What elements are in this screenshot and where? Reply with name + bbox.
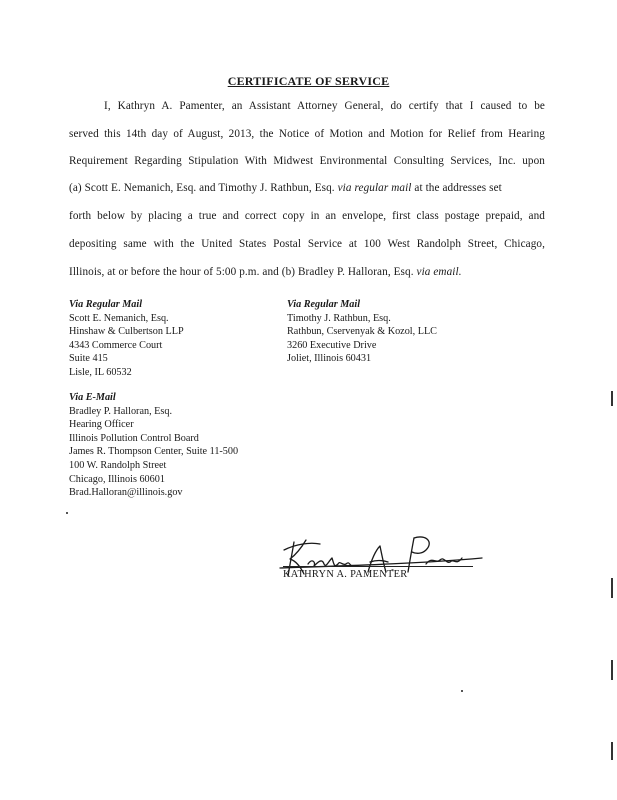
address-line: Scott E. Nemanich, Esq. bbox=[69, 312, 169, 324]
address-email bbox=[69, 391, 238, 500]
address-line: Chicago, Illinois 60601 bbox=[69, 473, 165, 485]
body-line-5: forth below by placing a true and correct copy in an envelope, first class postage prepaid, and bbox=[69, 210, 545, 222]
address-line: 4343 Commerce Court bbox=[69, 339, 163, 351]
scan-dot bbox=[461, 690, 463, 692]
scan-dot bbox=[66, 512, 68, 514]
signer-printed-name: KATHRYN A. PAMENTER bbox=[283, 569, 408, 580]
address-line: Hinshaw & Culbertson LLP bbox=[69, 326, 184, 338]
address-line: Timothy J. Rathbun, Esq. bbox=[287, 312, 391, 324]
page-title: CERTIFICATE OF SERVICE bbox=[227, 74, 390, 88]
address-line: Joliet, Illinois 60431 bbox=[287, 353, 372, 365]
scan-mark bbox=[611, 578, 613, 598]
address-left bbox=[69, 298, 184, 380]
address-line: Bradley P. Halloran, Esq. bbox=[69, 405, 172, 417]
address-right-heading: Via Regular Mail bbox=[287, 299, 361, 310]
body-line-2: served this 14th day of August, 2013, the Notice of Motion and Motion for Relief from Hearing bbox=[69, 128, 545, 140]
scan-mark bbox=[611, 660, 613, 680]
via-email-inline: via email. bbox=[416, 266, 462, 278]
address-line: 3260 Executive Drive bbox=[287, 339, 377, 351]
via-regular-mail-inline: via regular mail bbox=[337, 182, 412, 194]
address-line: 100 W. Randolph Street bbox=[69, 459, 167, 471]
address-email-heading: Via E-Mail bbox=[69, 392, 116, 403]
address-right bbox=[287, 298, 437, 366]
body-line-1: I, Kathryn A. Pamenter, an Assistant Attorney General, do certify that I caused to be bbox=[104, 100, 545, 112]
body-line-6: depositing same with the United States Postal Service at 100 West Randolph Street, Chicago, bbox=[69, 238, 545, 250]
address-line: Suite 415 bbox=[69, 353, 108, 365]
address-line: Illinois Pollution Control Board bbox=[69, 432, 199, 444]
address-left-heading: Via Regular Mail bbox=[69, 299, 143, 310]
scan-mark bbox=[611, 391, 613, 406]
body-line-3: Requirement Regarding Stipulation With Midwest Environmental Consulting Services, Inc. upon bbox=[69, 155, 545, 167]
address-email-link: Brad.Halloran@illinois.gov bbox=[69, 487, 183, 499]
body-line-4: (a) Scott E. Nemanich, Esq. and Timothy J. Rathbun, Esq. via regular mail at the addresses set bbox=[69, 182, 502, 194]
body-line-7: Illinois, at or before the hour of 5:00 p.m. and (b) Bradley P. Halloran, Esq. via email. bbox=[69, 266, 462, 278]
signature-line bbox=[283, 566, 473, 567]
address-line: Rathbun, Cservenyak & Kozol, LLC bbox=[287, 326, 437, 338]
address-line: James R. Thompson Center, Suite 11-500 bbox=[69, 446, 239, 458]
address-line: Hearing Officer bbox=[69, 419, 134, 431]
address-line: Lisle, IL 60532 bbox=[69, 366, 132, 378]
scan-mark bbox=[611, 742, 613, 760]
